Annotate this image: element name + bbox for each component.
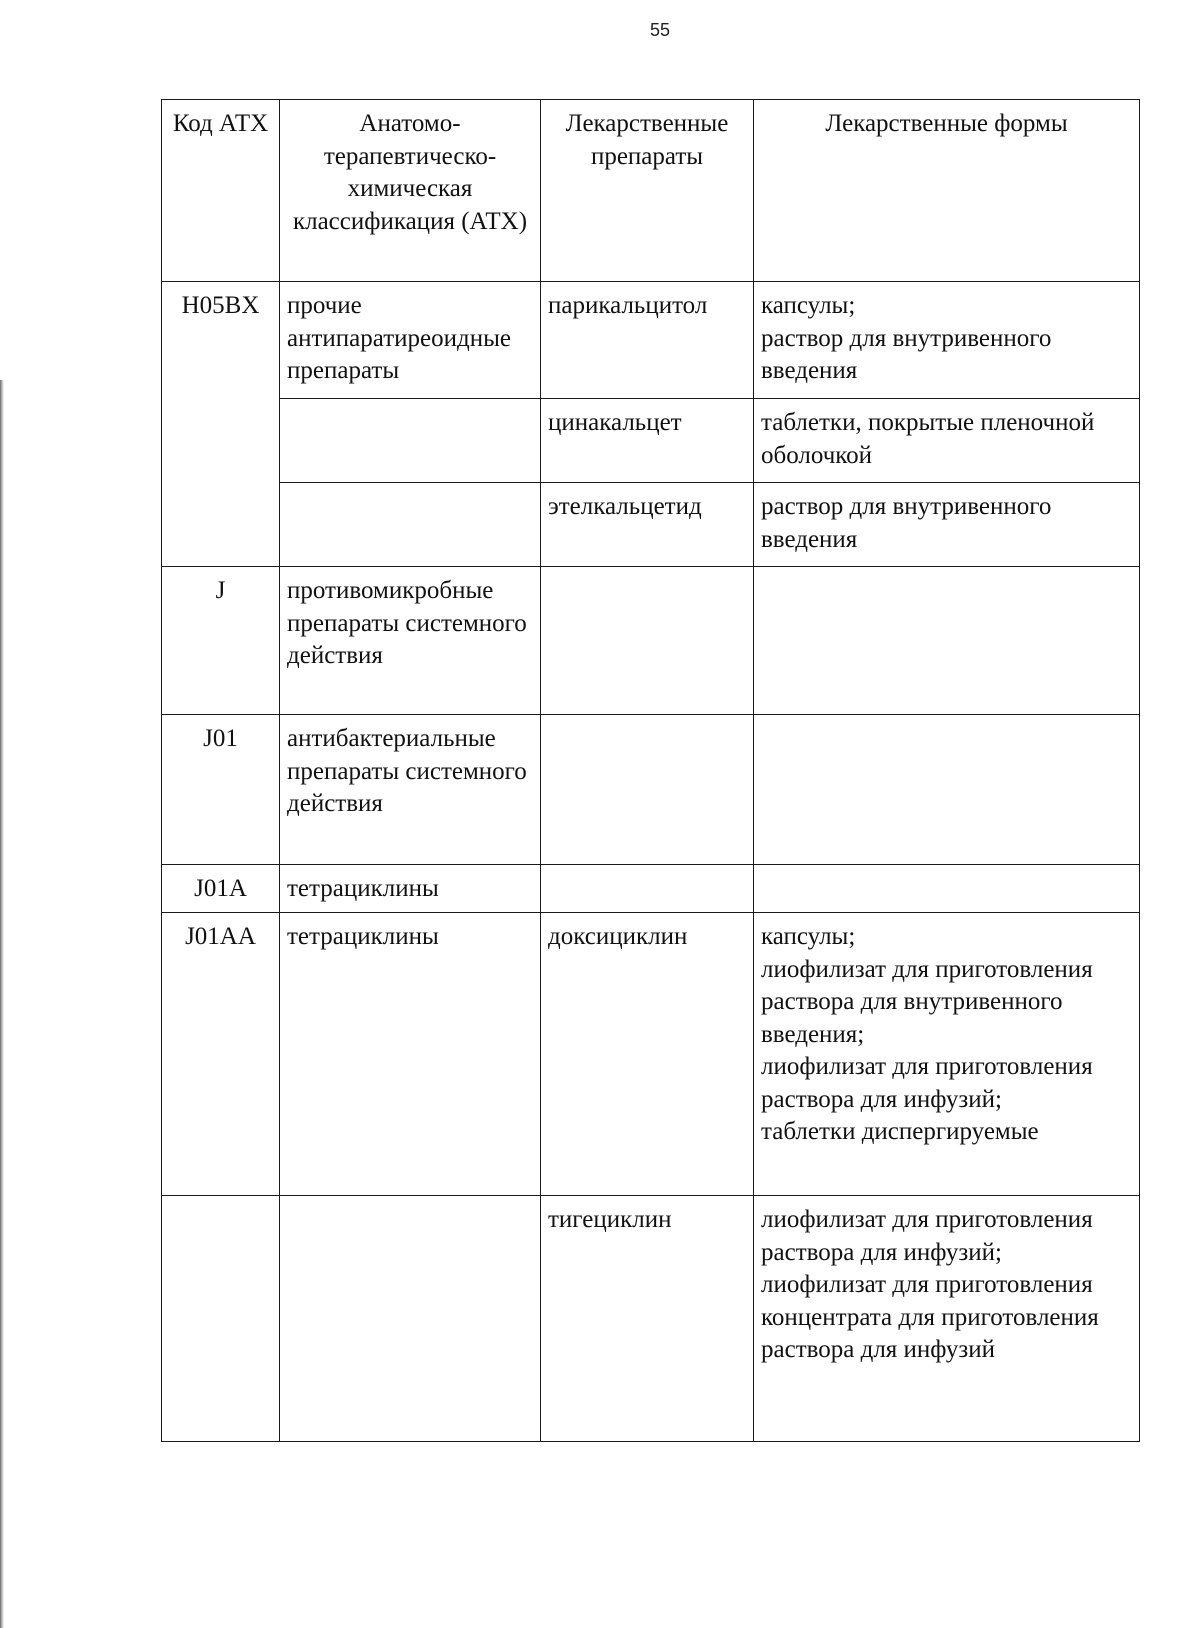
cell-atx-code: J01AA xyxy=(162,913,280,1196)
dosage-form-item: лиофилизат для приготовления раствора для инфузий; xyxy=(761,1053,1093,1113)
cell-drug: доксициклин xyxy=(541,913,754,1196)
table-row xyxy=(162,913,1140,1196)
cell-atx-code: J xyxy=(162,567,280,715)
cell-classification xyxy=(280,399,541,483)
cell-forms xyxy=(754,282,1140,399)
cell-atx-code xyxy=(162,1196,280,1442)
table-row xyxy=(162,865,1140,913)
cell-drug xyxy=(541,865,754,913)
cell-forms xyxy=(754,865,1140,913)
dosage-form-item: таблетки, покрытые пленочной оболочкой xyxy=(761,409,1095,469)
cell-forms xyxy=(754,399,1140,483)
cell-atx-code xyxy=(162,399,280,483)
cell-atx-code: J01 xyxy=(162,715,280,865)
cell-forms xyxy=(754,715,1140,865)
header-drugs: Лекарственные препараты xyxy=(541,100,754,282)
cell-drug xyxy=(541,715,754,865)
dosage-form-item: капсулы; xyxy=(761,292,856,319)
table-row xyxy=(162,715,1140,865)
dosage-form-item: капсулы; xyxy=(761,923,856,950)
cell-drug: тигециклин xyxy=(541,1196,754,1442)
cell-atx-code xyxy=(162,483,280,567)
cell-drug: цинакальцет xyxy=(541,399,754,483)
cell-forms xyxy=(754,913,1140,1196)
dosage-form-item: лиофилизат для приготовления раствора для внутривенного введения; xyxy=(761,955,1093,1048)
dosage-form-item: раствор для внутривенного введения xyxy=(761,493,1052,553)
header-classification: Анатомо-терапевтическо-химическая классификация (АТХ) xyxy=(280,100,541,282)
dosage-form-item: раствор для внутривенного введения xyxy=(761,324,1052,384)
header-forms: Лекарственные формы xyxy=(754,100,1140,282)
table-row xyxy=(162,1196,1140,1442)
dosage-form-item: таблетки диспергируемые xyxy=(761,1118,1039,1145)
cell-classification xyxy=(280,1196,541,1442)
dosage-form-item: лиофилизат для приготовления раствора для инфузий; xyxy=(761,1206,1093,1266)
cell-classification: прочие антипаратиреоидные препараты xyxy=(280,282,541,399)
scan-edge-shadow xyxy=(0,380,4,1628)
cell-drug: парикальцитол xyxy=(541,282,754,399)
cell-atx-code: H05BX xyxy=(162,282,280,399)
table-header-row xyxy=(162,100,1140,282)
dosage-form-item: лиофилизат для приготовления концентрата для приготовления раствора для инфузий xyxy=(761,1271,1099,1363)
atx-table xyxy=(161,99,1140,1442)
table-row xyxy=(162,282,1140,399)
cell-drug: этелкальцетид xyxy=(541,483,754,567)
cell-forms xyxy=(754,567,1140,715)
cell-forms xyxy=(754,1196,1140,1442)
cell-classification: антибактериальные препараты системного действия xyxy=(280,715,541,865)
cell-classification: противомикробные препараты системного действия xyxy=(280,567,541,715)
cell-forms xyxy=(754,483,1140,567)
table-body xyxy=(162,282,1140,1442)
cell-classification: тетрациклины xyxy=(280,913,541,1196)
header-code: Код АТХ xyxy=(162,100,280,282)
cell-drug xyxy=(541,567,754,715)
table-row xyxy=(162,483,1140,567)
table-row xyxy=(162,399,1140,483)
cell-atx-code: J01A xyxy=(162,865,280,913)
cell-classification: тетрациклины xyxy=(280,865,541,913)
cell-classification xyxy=(280,483,541,567)
table-row xyxy=(162,567,1140,715)
page-number: 55 xyxy=(649,20,671,40)
